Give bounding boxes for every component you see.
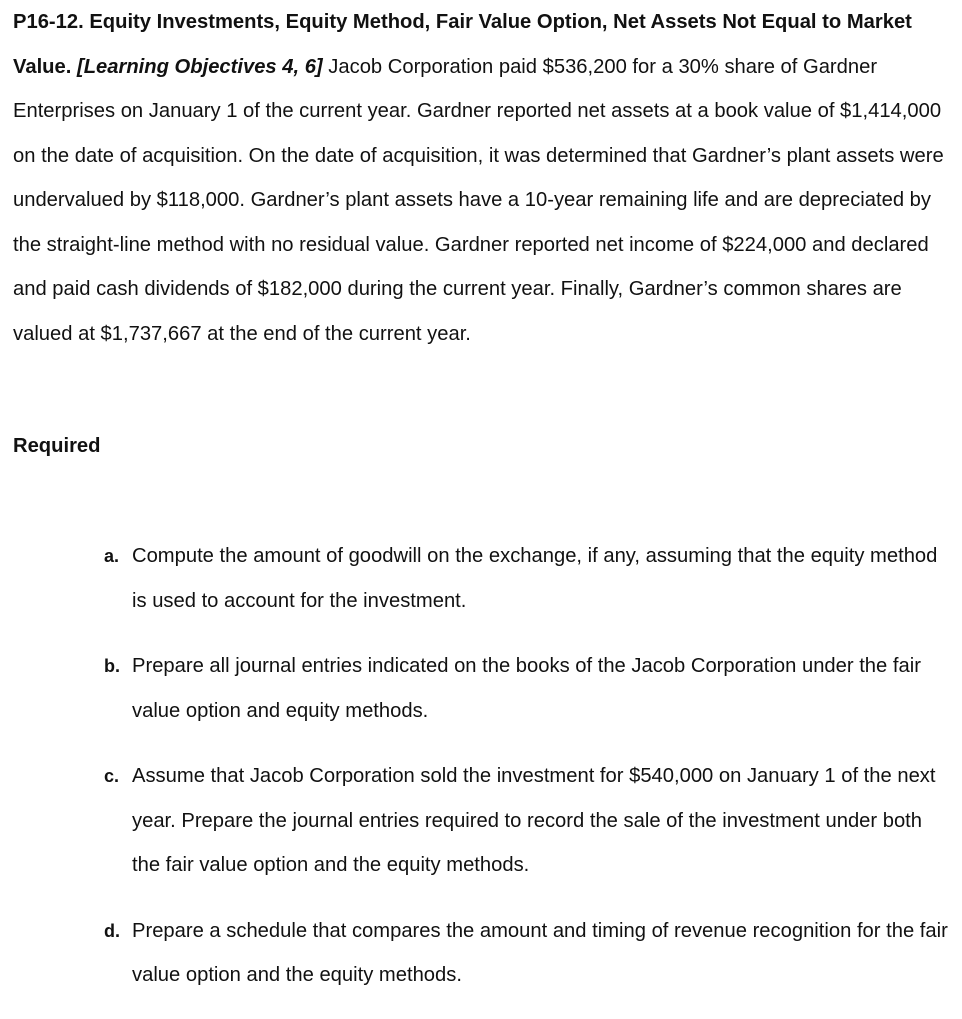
problem-body: Jacob Corporation paid $536,200 for a 30% share of Gardner Enterprises on January 1 of the current year. Gardner reported net assets at a book value of $1,414,000 on the date of acquisition. On the date of acquisition, it was determined that Gardner’s plant assets were undervalued by $118,000. Gardner’s plant assets have a 10-year remaining life and are depreciated by the straight-line method with no residual value. Gardner reported net income of $224,000 and declared and paid cash dividends of $182,000 during the current year. Finally, Gardner’s common shares are valued at $1,737,667 at the end of the current year. [13, 55, 944, 345]
requirement-c [104, 754, 952, 888]
learning-objectives: [Learning Objectives 4, 6] [76, 55, 323, 78]
requirement-letter: c. [104, 766, 120, 786]
requirements-list [104, 534, 952, 1019]
problem-statement [13, 0, 953, 356]
requirement-letter: a. [104, 546, 120, 566]
requirement-b [104, 644, 952, 733]
requirement-text: Compute the amount of goodwill on the exchange, if any, assuming that the equity method is used to account for the investment. [132, 545, 938, 612]
requirement-letter: d. [104, 920, 120, 941]
problem-heading: P16-12. Equity Investments, Equity Method, Fair Value Option, Net Assets Not Equal to Market Value. [13, 11, 912, 78]
requirement-text: Prepare all journal entries indicated on the books of the Jacob Corporation under the fair value option and equity methods. [132, 655, 921, 722]
requirement-text: Assume that Jacob Corporation sold the investment for $540,000 on January 1 of the next year. Prepare the journal entries required to record the sale of the investment under both the fair value option and the equity methods. [132, 765, 936, 876]
required-heading: Required [13, 435, 101, 457]
requirement-letter: b. [104, 656, 120, 676]
requirement-a [104, 534, 952, 623]
requirement-d [104, 909, 952, 998]
requirement-text: Prepare a schedule that compares the amount and timing of revenue recognition for the fair value option and the equity methods. [132, 919, 948, 986]
